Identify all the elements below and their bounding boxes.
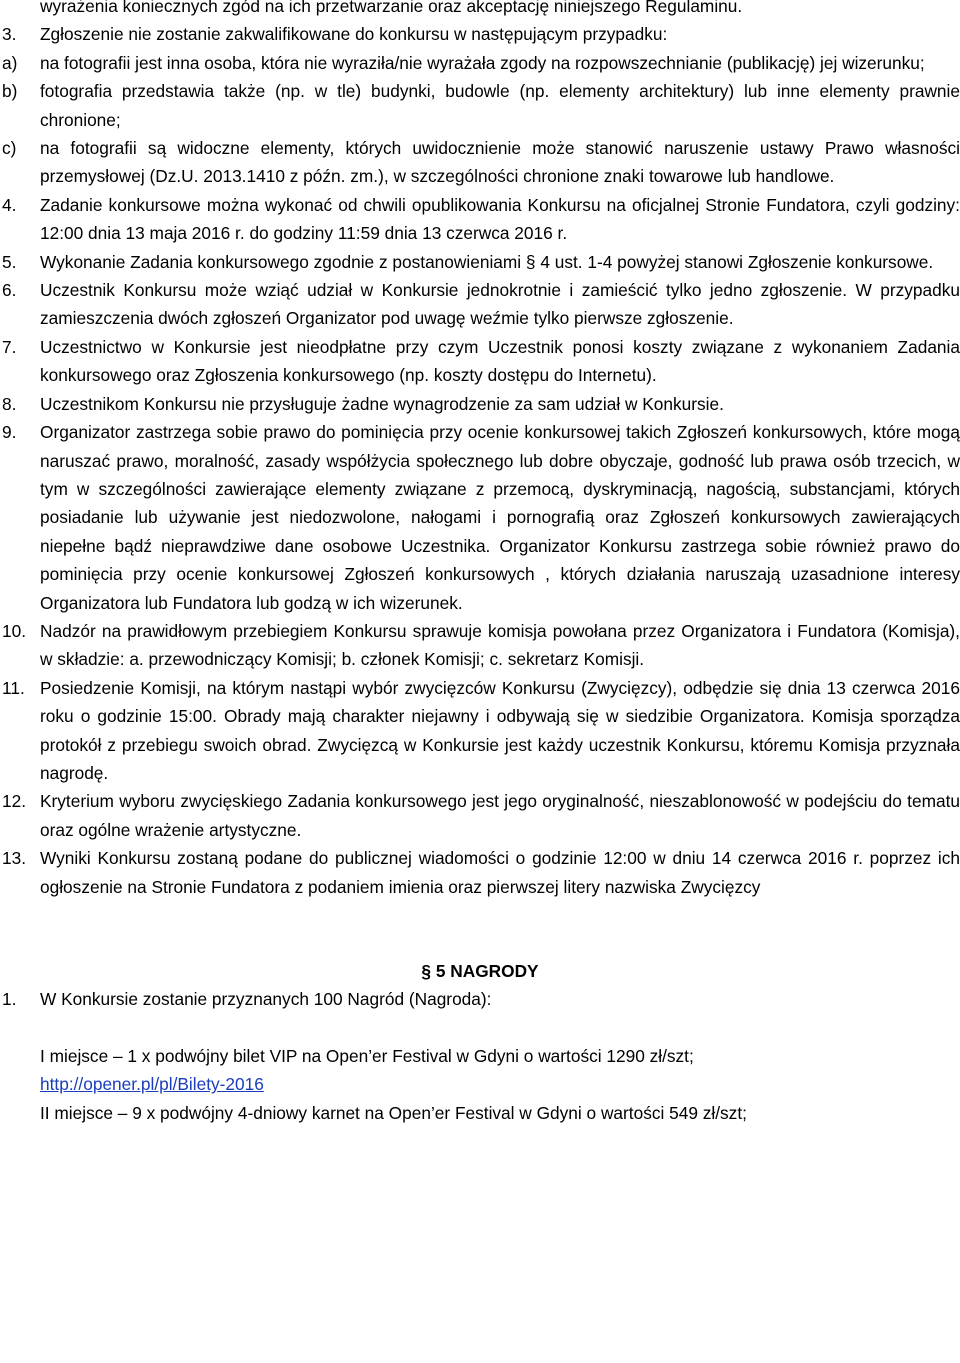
- section-spacer: [0, 901, 960, 957]
- list-item-text: na fotografii są widoczne elementy, których uwidocznienie może stanowić naruszenie ustawy Prawo własności przemysłowej (Dz.U. 2013.1410 z późn. zm.), w szczególności chronione znaki towarowe lub handlowe.: [40, 138, 960, 187]
- prize-intro-number: 1.: [2, 989, 17, 1010]
- section-heading: § 5 NAGRODY: [421, 961, 539, 981]
- prize-first-text: I miejsce – 1 x podwójny bilet VIP na Open’er Festival w Gdyni o wartości 1290 zł/szt;: [40, 1045, 694, 1066]
- list-item-number: 12.: [2, 791, 27, 812]
- list-item-number: 10.: [2, 620, 27, 641]
- list-item-number: 7.: [2, 336, 17, 357]
- list-item-text: Zgłoszenie nie zostanie zakwalifikowane do konkursu w następującym przypadku:: [40, 24, 668, 45]
- list-item-text: Posiedzenie Komisji, na którym nastąpi wybór zwycięzców Konkursu (Zwycięzcy), odbędzie się dnia 13 czerwca 2016 roku o godzinie 15:00. Obrady mają charakter niejawny i odbywają się w siedzibie Organizatora. Komisja sporządza protokół z przebiegu swoich obrad. Zwycięzcą w Konkursie jest każdy uczestnik Konkursu, któremu Komisja przyznała nagrodę.: [40, 677, 960, 783]
- list-item-number: c): [2, 138, 17, 159]
- prize-first-paragraph: [0, 1042, 960, 1099]
- intro-text: wyrażenia koniecznych zgód na ich przetwarzanie oraz akceptację niniejszego Regulaminu.: [40, 0, 743, 16]
- list-item-number: 5.: [2, 251, 17, 272]
- list-item: [0, 77, 960, 134]
- list-item-number: 4.: [2, 194, 17, 215]
- list-item-text: Kryterium wyboru zwycięskiego Zadania konkursowego jest jego oryginalność, nieszablonowość w podejściu do tematu oraz ogólne wrażenie artystyczne.: [40, 791, 960, 840]
- list-item-text: Zadanie konkursowe można wykonać od chwili opublikowania Konkursu na oficjalnej Stronie Fundatora, czyli godziny: 12:00 dnia 13 maja 2016 r. do godziny 11:59 dnia 13 czerwca 2016 r.: [40, 194, 960, 244]
- list-item-text: fotografia przedstawia także (np. w tle) budynki, budowle (np. elementy architektury) lub inne elementy prawnie chronione;: [40, 81, 960, 130]
- prize-intro-paragraph: [0, 985, 960, 1013]
- list-item-text: Nadzór na prawidłowym przebiegiem Konkursu sprawuje komisja powołana przez Organizatora i Fundatora (Komisja), w składzie: a. przewodniczący Komisji; b. członek Komisji; c. sekretarz Komisji.: [40, 620, 960, 670]
- list-item: [0, 134, 960, 191]
- list-item-number: 11.: [2, 677, 25, 698]
- list-item-text: Uczestnikom Konkursu nie przysługuje żadne wynagrodzenie za sam udział w Konkursie.: [40, 393, 724, 414]
- list-item: [0, 49, 960, 77]
- list-item-number: b): [2, 81, 18, 102]
- list-item-number: 13.: [2, 848, 27, 869]
- list-item: [0, 248, 960, 276]
- list-item-text: Wykonanie Zadania konkursowego zgodnie z postanowieniami § 4 ust. 1-4 powyżej stanowi Zgłoszenie konkursowe.: [40, 251, 934, 272]
- tickets-link[interactable]: http://opener.pl/pl/Bilety-2016: [40, 1074, 264, 1095]
- list-item-text: Uczestnictwo w Konkursie jest nieodpłatne przy czym Uczestnik ponosi koszty związane z wykonaniem Zadania konkursowego oraz Zgłoszenia konkursowego (np. koszty dostępu do Internetu).: [40, 336, 960, 386]
- list-item-number: 3.: [2, 24, 17, 45]
- list-item-number: 8.: [2, 393, 17, 414]
- prize-spacer: [0, 1014, 960, 1042]
- list-item-number: a): [2, 52, 18, 73]
- list-item: [0, 390, 960, 418]
- list-item-text: Wyniki Konkursu zostaną podane do publicznej wiadomości o godzinie 12:00 w dniu 14 czerwca 2016 r. poprzez ich ogłoszenie na Stronie Fundatora z podaniem imienia oraz pierwszej litery nazwiska Zwycięzcy: [40, 848, 960, 897]
- list-item-number: 9.: [2, 422, 17, 443]
- list-item-text: na fotografii jest inna osoba, która nie wyraziła/nie wyrażała zgody na rozpowszechnianie (publikację) jej wizerunku;: [40, 52, 925, 73]
- list-item: [0, 333, 960, 390]
- list-item-text: Uczestnik Konkursu może wziąć udział w Konkursie jednokrotnie i zamieścić tylko jedno zgłoszenie. W przypadku zamieszczenia dwóch zgłoszeń Organizator pod uwagę weźmie tylko pierwsze zgłoszenie.: [40, 280, 960, 329]
- list-item: [0, 20, 960, 48]
- list-item: [0, 844, 960, 901]
- list-item: [0, 418, 960, 617]
- prize-second-paragraph: [0, 1099, 960, 1127]
- intro-paragraph: [0, 0, 960, 20]
- prize-second-text: II miejsce – 9 x podwójny 4-dniowy karnet na Open’er Festival w Gdyni o wartości 549 zł/szt;: [40, 1102, 747, 1123]
- list-item: [0, 191, 960, 248]
- list-item: [0, 617, 960, 674]
- list-item-number: 6.: [2, 280, 17, 301]
- rules-list: [0, 20, 960, 901]
- list-item-text: Organizator zastrzega sobie prawo do pominięcia przy ocenie konkursowej takich Zgłoszeń konkursowych, które mogą naruszać prawo, moralność, zasady współżycia społecznego lub dobre obyczaje, godność lub prawa osób trzecich, w tym w szczególności zawierające elementy związane z przemocą, dyskryminacją, nagością, substancjami, których posiadanie lub używanie jest niedozwolone, nałogami i pornografią oraz Zgłoszeń konkursowych zawierających niepełne bądź nieprawdziwe dane osobowe Uczestnika. Organizator Konkursu zastrzega sobie również prawo do pominięcia przy ocenie konkursowej Zgłoszeń konkursowych , których działania naruszają uzasadnione interesy Organizatora lub Fundatora lub godzą w ich wizerunek.: [40, 422, 960, 613]
- list-item: [0, 674, 960, 788]
- prize-intro-text: W Konkursie zostanie przyznanych 100 Nagród (Nagroda):: [40, 989, 492, 1010]
- list-item: [0, 787, 960, 844]
- list-item: [0, 276, 960, 333]
